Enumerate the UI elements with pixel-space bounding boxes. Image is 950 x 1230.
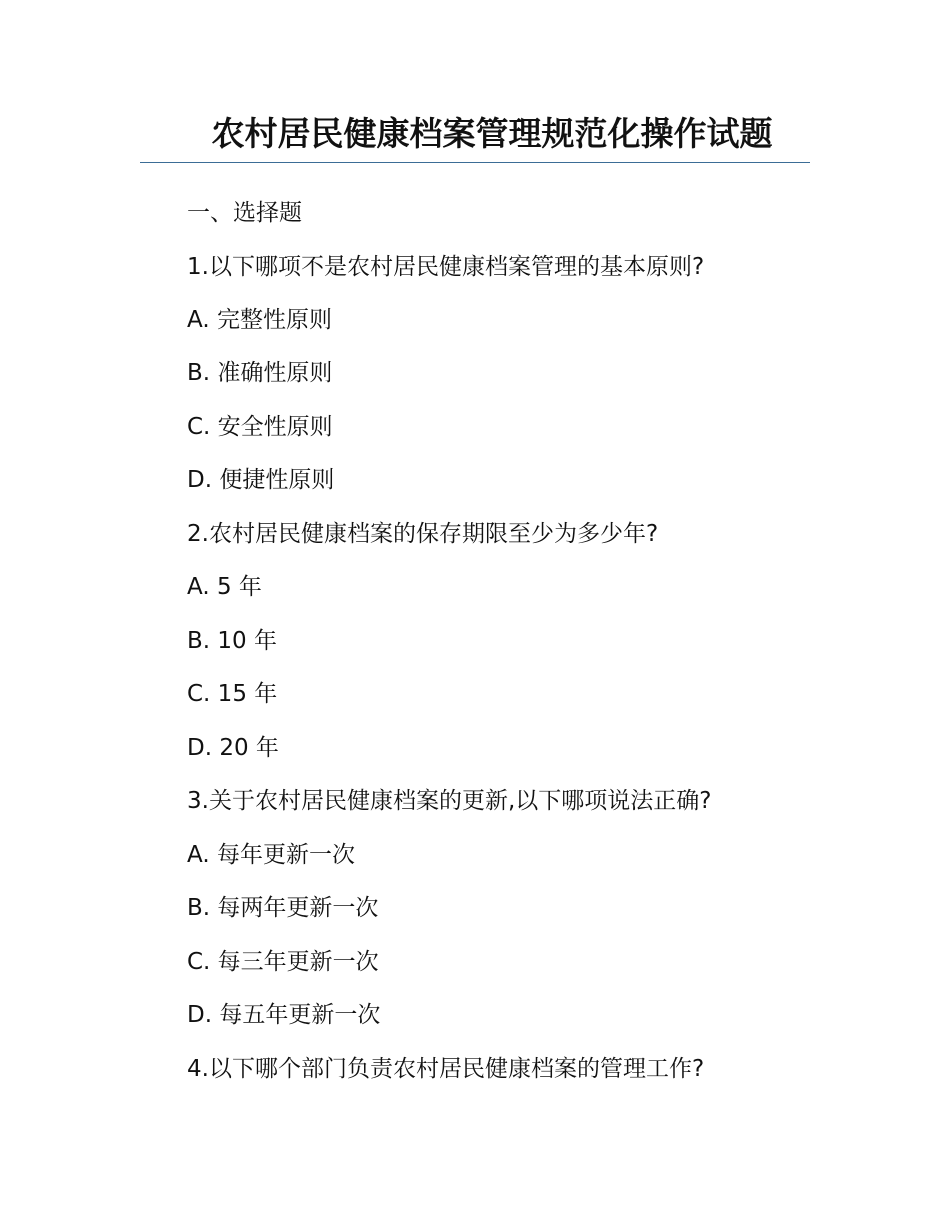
- section-heading: 一、选择题: [187, 200, 302, 226]
- question-1: 1.以下哪项不是农村居民健康档案管理的基本原则?: [187, 254, 705, 280]
- question-3-option-a: A. 每年更新一次: [187, 842, 355, 868]
- question-2-option-c: C. 15 年: [187, 681, 278, 707]
- question-2: 2.农村居民健康档案的保存期限至少为多少年?: [187, 521, 659, 547]
- question-4: 4.以下哪个部门负责农村居民健康档案的管理工作?: [187, 1056, 705, 1082]
- question-1-option-a: A. 完整性原则: [187, 307, 332, 333]
- title-underline: [140, 162, 810, 163]
- question-3: 3.关于农村居民健康档案的更新,以下哪项说法正确?: [187, 788, 712, 814]
- question-2-option-b: B. 10 年: [187, 628, 277, 654]
- question-1-option-b: B. 准确性原则: [187, 360, 333, 386]
- question-3-option-c: C. 每三年更新一次: [187, 949, 379, 975]
- document-title: 农村居民健康档案管理规范化操作试题: [211, 114, 773, 153]
- question-3-option-b: B. 每两年更新一次: [187, 895, 379, 921]
- question-2-option-a: A. 5 年: [187, 574, 262, 600]
- question-2-option-d: D. 20 年: [187, 735, 279, 761]
- question-1-option-c: C. 安全性原则: [187, 414, 333, 440]
- question-1-option-d: D. 便捷性原则: [187, 467, 335, 493]
- question-3-option-d: D. 每五年更新一次: [187, 1002, 381, 1028]
